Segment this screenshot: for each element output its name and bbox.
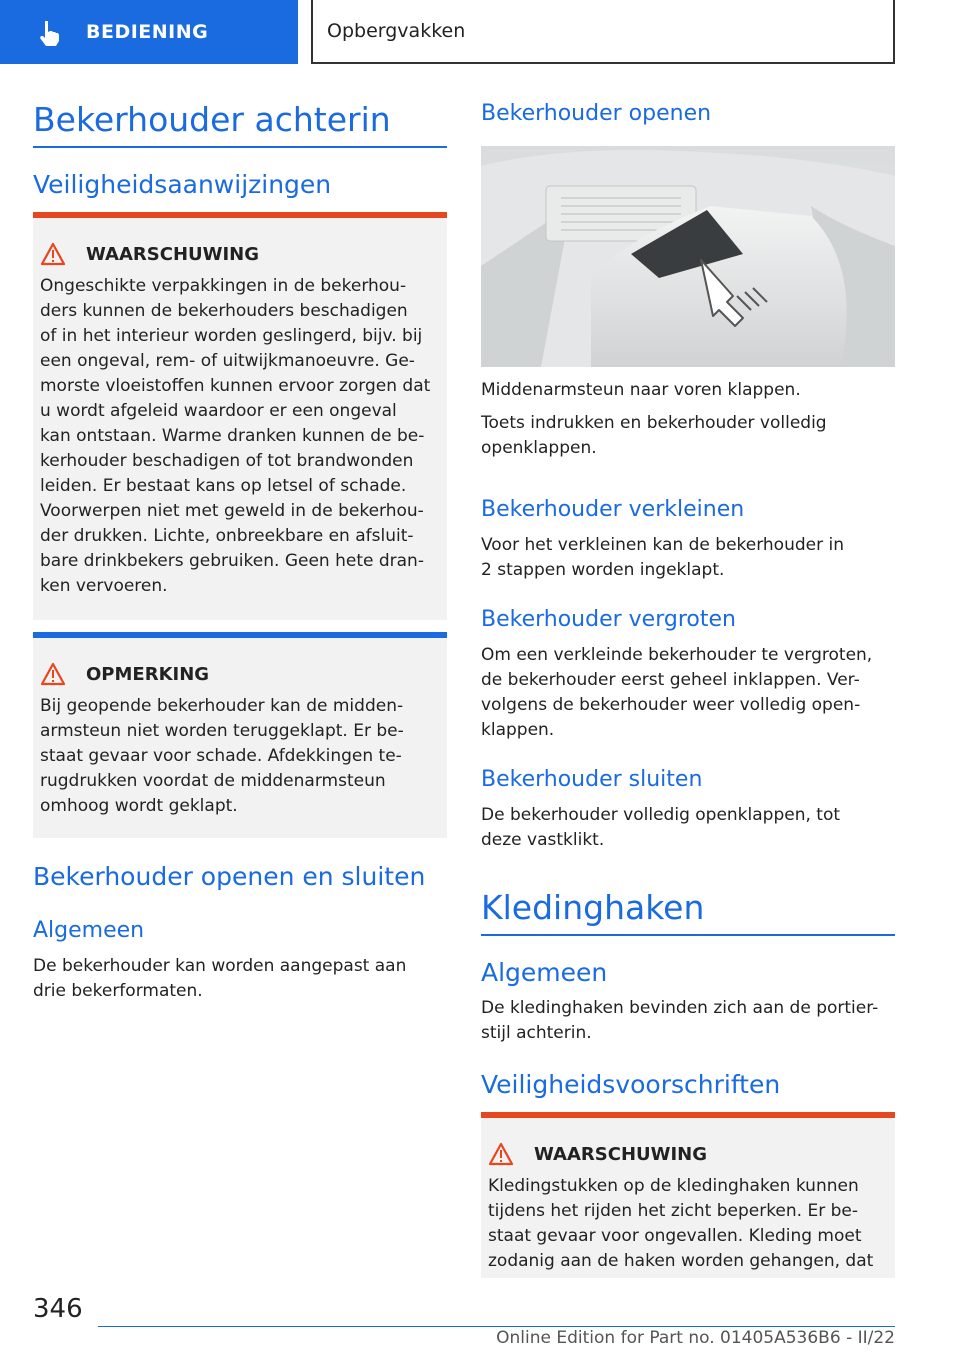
title-rule — [33, 146, 447, 148]
hooks-warning-box — [481, 1112, 895, 1278]
footer-edition: Online Edition for Part no. 01405A536B6 - II/22 — [496, 1328, 895, 1348]
hooks-warning-title: WAARSCHUWING — [534, 1143, 708, 1165]
warning-box — [33, 212, 447, 620]
close-text: De bekerhouder volledig openklappen, tot deze vastklikt. — [481, 805, 841, 850]
hooks-title: Kledinghaken — [481, 888, 705, 927]
warning-text: Ongeschikte verpakkingen in de bekerhou- ders kunnen de bekerhouders beschadigen of in het interieur worden geslingerd, bijv. bij een ongeval, rem- of uitwijkmanoeuvre. Ge- morste vloeistoffen kunnen ervoor zorgen dat u wordt afgeleid waardoor er een ongeval kan ontstaan. Warme dranken kunnen de be- kerhouder beschadigen of tot brandwonden leiden. Er bestaat kans op letsel of schade. Voorwerpen niet met geweld in de bekerhou- der drukken. Lichte, onbreekbare en afsluit- bare drinkbekers gebruiken. Geen hete dran- ken vervoeren. — [40, 276, 431, 596]
warning-bar — [33, 212, 447, 218]
enlarge-text: Om een verkleinde bekerhouder te vergroten, de bekerhouder eerst geheel inklappen. Ver- volgens de bekerhouder weer volledig open- klappen. — [481, 645, 873, 740]
footer-rule — [98, 1326, 895, 1327]
note-text: Bij geopende bekerhouder kan de midden- armsteun niet worden teruggeklapt. Er be- staat gevaar voor schade. Afdekkingen te- rugdrukken voordat de middenarmsteun omhoog wordt geklapt. — [40, 696, 404, 816]
close-heading: Bekerhouder sluiten — [481, 767, 703, 792]
page-title: Bekerhouder achterin — [33, 100, 391, 139]
warning-title: WAARSCHUWING — [86, 243, 260, 265]
hooks-warning-text: Kledingstukken op de kledinghaken kunnen tijdens het rijden het zicht beperken. Er be- staat gevaar voor ongevallen. Kleding moet zodanig aan de haken worden gehangen, dat — [488, 1176, 874, 1271]
note-title: OPMERKING — [86, 663, 210, 685]
hooks-general-text: De kledinghaken bevinden zich aan de portier- stijl achterin. — [481, 998, 879, 1043]
shrink-heading: Bekerhouder verkleinen — [481, 497, 745, 522]
warning-triangle-icon — [40, 242, 66, 266]
warning-triangle-icon — [488, 1142, 514, 1166]
safety-heading: Veiligheidsaanwijzingen — [33, 170, 332, 199]
hooks-warning-bar — [481, 1112, 895, 1118]
enlarge-heading: Bekerhouder vergroten — [481, 607, 736, 632]
general-heading: Algemeen — [33, 918, 145, 943]
hooks-safety-heading: Veiligheidsvoorschriften — [481, 1070, 781, 1099]
section-title: Opbergvakken — [311, 0, 895, 64]
open-text-1: Middenarmsteun naar voren klappen. — [481, 380, 801, 400]
general-text: De bekerhouder kan worden aangepast aan drie bekerformaten. — [33, 956, 407, 1001]
page-number: 346 — [33, 1294, 83, 1324]
hooks-general-heading: Algemeen — [481, 958, 608, 987]
open-text-2: Toets indrukken en bekerhouder volledig openklappen. — [481, 413, 827, 458]
warning-triangle-icon — [40, 662, 66, 686]
note-box — [33, 632, 447, 838]
pointing-hand-icon — [34, 17, 64, 47]
cupholder-photo — [481, 146, 895, 367]
note-bar — [33, 632, 447, 638]
hooks-title-rule — [481, 934, 895, 936]
open-close-heading: Bekerhouder openen en sluiten — [33, 862, 426, 891]
chapter-label: BEDIENING — [86, 21, 209, 43]
open-heading: Bekerhouder openen — [481, 101, 712, 126]
shrink-text: Voor het verkleinen kan de bekerhouder in 2 stappen worden ingeklapt. — [481, 535, 845, 580]
chapter-tab[interactable] — [0, 0, 298, 64]
